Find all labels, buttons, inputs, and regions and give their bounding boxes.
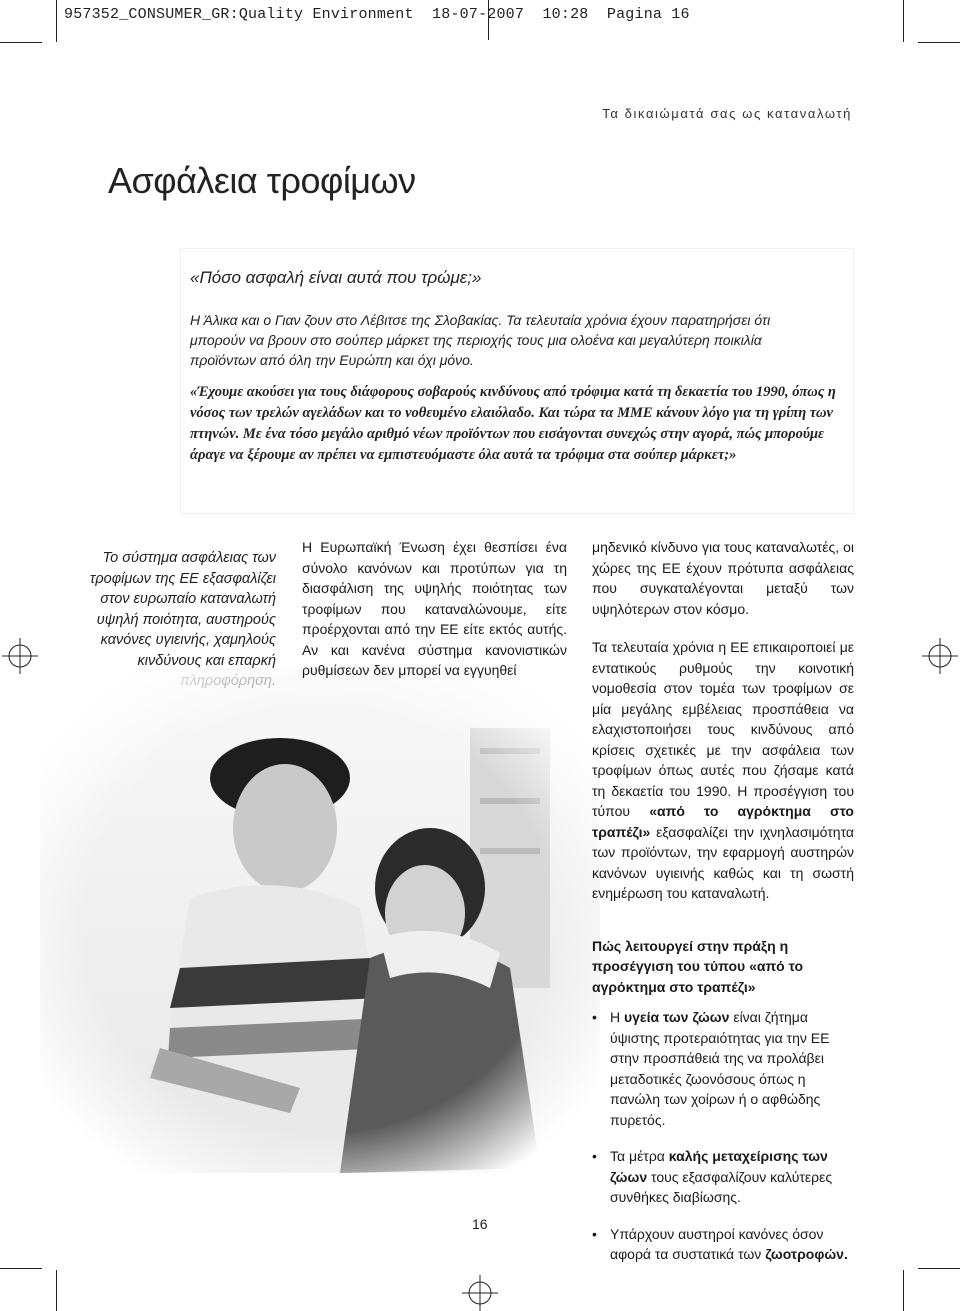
paragraph: μηδενικό κίνδυνο για τους καταναλωτές, οι χώρες της ΕΕ έχουν πρότυπα ασφάλειας που συγκαταλέγονται μεταξύ των υψηλότερων στον κόσμο. (592, 539, 854, 617)
list-item: • Τα μέτρα καλής μεταχείρισης των ζώων τους εξασφαλίζουν καλύτερες συνθήκες διαβίωσης. (592, 1148, 833, 1205)
print-slug: 957352_CONSUMER_GR:Quality Environment 18-07-2007 10:28 Pagina 16 (64, 6, 690, 23)
list-item: • Υπάρχουν αυστηροί κανόνες όσον αφορά τα συστατικά των ζωοτροφών. (592, 1225, 848, 1262)
intro-text: Η Άλικα και ο Γιαν ζουν στο Λέβιτσε της Σλοβακίας. Τα τελευταία χρόνια έχουν παρατηρήσει ότι μπορούν να βρουν στο σούπερ μάρκετ της περιοχής τους μια ολοένα και μεγαλύτερη ποικιλία προϊόντων από όλη την Ευρώπη και όχι μόνο. (190, 312, 771, 368)
page-title: Ασφάλεια τροφίμων (108, 160, 416, 201)
paragraph: Τα τελευταία χρόνια η ΕΕ επικαιροποιεί με εντατικούς ρυθμούς την κοινοτική νομοθεσία στον τομέα των τροφίμων σε μία μεγάλης εμβέλειας προσπάθεια να ελαχιστοποιήσει τους κινδύνους από κρίσεις σχετικές με την ασφάλεια των τροφίμων όπως αυτές που ζήσαμε κατά τη δεκαετία του 1990. Η προσέγγιση του τύπου «από το αγρόκτημα στο τραπέζι» εξασφαλίζει την ιχνηλασιμότητα των προϊόντων, την εφαρμογή αυστηρών κανόνων υγιεινής καθώς και τη σωστή ενημέρωση του καταναλωτή. (592, 639, 854, 901)
crop-mark (56, 0, 57, 42)
bullet-icon: • (592, 1225, 597, 1242)
registration-mark-icon (922, 638, 958, 674)
paragraph: Η Ευρωπαϊκή Ένωση έχει θεσπίσει ένα σύνολο κανόνων και προτύπων για τη διασφάλιση της υψηλής ποιότητας των τροφίμων που καταναλώνουμε, είτε προέρχονται από την ΕΕ είτε εκτός αυτής. Αν και κανένα σύστημα κανονιστικών ρυθμίσεων δεν μπορεί να εγγυηθεί (302, 539, 567, 678)
bullet-list (592, 1007, 854, 1265)
crop-mark (918, 1268, 960, 1269)
registration-mark-icon (2, 638, 38, 674)
sidebar-pull-quote: Το σύστημα ασφάλειας των τροφίμων της ΕΕ εξασφαλίζει στον ευρωπαίο καταναλωτή υψηλή ποιότητα, αυστηρούς κανόνες υγιεινής, χαμηλούς κινδύνους και επαρκή (89, 550, 276, 669)
crop-mark (56, 1270, 57, 1311)
shoppers-photo (40, 668, 600, 1173)
crop-mark (903, 1270, 904, 1311)
bullet-icon: • (592, 1009, 597, 1025)
registration-mark-icon (462, 1275, 498, 1311)
intro-quote: «Έχουμε ακούσει για τους διάφορους σοβαρούς κινδύνους από τρόφιμα κατά τη δεκαετία του 1990, όπως η νόσος των τρελών αγελάδων και το νοθευμένο ελαιόλαδο. Και τώρα τα ΜΜΕ κάνουν λόγο για τη γρίπη των πτηνών. Με ένα τόσο μεγάλο αριθμό νέων προϊόντων που εισάγονται συνεχώς στην αγορά, πώς μπορούμε άραγε να ξέρουμε αν πρέπει να εμπιστευόμαστε όλα αυτά τα τρόφιμα στα σούπερ μάρκετ;» (190, 384, 836, 463)
crop-mark (0, 42, 42, 43)
bullet-icon: • (592, 1148, 597, 1164)
page-number: 16 (472, 1216, 488, 1232)
list-item: • Η υγεία των ζώων είναι ζήτημα ύψιστης προτεραιότητας για την ΕΕ στην προσπάθειά της να προλάβει μεταδοτικές ζωονόσους όπως η πανώλη των χοίρων ή ο αφθώδης πυρετός. (592, 1009, 830, 1128)
crop-mark (903, 0, 904, 42)
subheading: Πώς λειτουργεί στην πράξη η προσέγγιση του τύπου «από το αγρόκτημα στο τραπέζι» (592, 937, 804, 995)
crop-mark (918, 42, 960, 43)
running-head: Τα δικαιώματά σας ως καταναλωτή (602, 106, 852, 121)
crop-mark (0, 1268, 42, 1269)
column-middle (302, 537, 567, 699)
column-right (592, 537, 854, 1281)
intro-question: «Πόσο ασφαλή είναι αυτά που τρώμε;» (190, 268, 482, 287)
